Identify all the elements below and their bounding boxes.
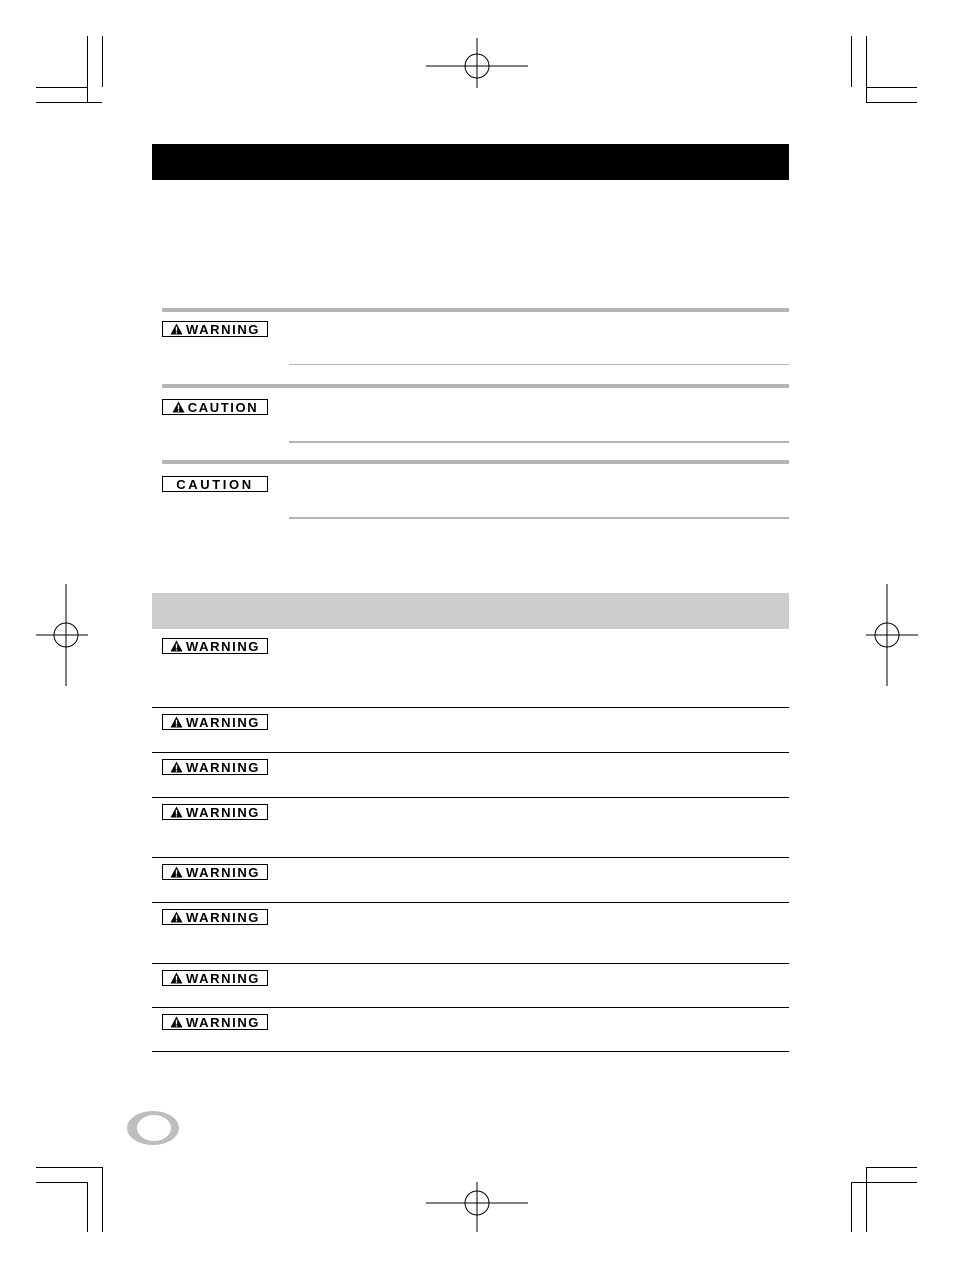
caution-label-plain <box>162 476 268 492</box>
crop-mark <box>866 36 867 102</box>
warning-label-text: WARNING <box>185 321 261 337</box>
warning-label-text: WARNING <box>185 759 261 775</box>
warning-triangle-icon <box>170 1016 183 1028</box>
warning-label-text: WARNING <box>185 970 261 986</box>
warning-triangle-icon <box>170 972 183 984</box>
crop-mark <box>87 1182 88 1232</box>
registration-mark-icon <box>426 38 528 88</box>
registration-mark-icon <box>36 584 88 686</box>
warning-label <box>162 714 268 730</box>
row-divider <box>152 857 789 858</box>
warning-label <box>162 638 268 654</box>
registration-mark-icon <box>866 584 918 686</box>
warning-triangle-icon <box>170 323 183 335</box>
warning-label <box>162 321 268 337</box>
caution-label-text: CAUTION <box>176 476 254 492</box>
crop-mark <box>36 87 87 88</box>
section-divider <box>162 308 789 312</box>
caution-label-text: CAUTION <box>187 399 259 415</box>
warning-label-text: WARNING <box>185 638 261 654</box>
section-divider <box>162 384 789 388</box>
crop-mark <box>866 102 917 103</box>
row-divider <box>289 517 789 519</box>
row-divider <box>289 364 789 365</box>
row-divider <box>152 963 789 964</box>
warning-label <box>162 1014 268 1030</box>
section-header-bar <box>152 593 789 629</box>
row-divider <box>289 441 789 443</box>
warning-label <box>162 804 268 820</box>
warning-label-text: WARNING <box>185 909 261 925</box>
warning-label <box>162 970 268 986</box>
warning-label-text: WARNING <box>185 1014 261 1030</box>
warning-triangle-icon <box>170 806 183 818</box>
warning-label-text: WARNING <box>185 714 261 730</box>
warning-label <box>162 759 268 775</box>
warning-triangle-icon <box>170 866 183 878</box>
warning-triangle-icon <box>170 640 183 652</box>
warning-label-text: WARNING <box>185 804 261 820</box>
row-divider <box>152 1051 789 1052</box>
section-divider <box>162 460 789 464</box>
row-divider <box>152 1007 789 1008</box>
crop-mark <box>102 36 103 87</box>
warning-triangle-icon <box>170 716 183 728</box>
warning-label-text: WARNING <box>185 864 261 880</box>
crop-mark <box>36 1167 102 1168</box>
page-title-bar <box>152 144 789 180</box>
caution-label <box>162 399 268 415</box>
page-number-badge-inner <box>137 1115 171 1141</box>
warning-label <box>162 909 268 925</box>
crop-mark <box>866 1167 917 1168</box>
crop-mark <box>36 102 102 103</box>
warning-triangle-icon <box>172 401 185 413</box>
row-divider <box>152 707 789 708</box>
row-divider <box>152 797 789 798</box>
crop-mark <box>87 36 88 102</box>
crop-mark <box>866 87 917 88</box>
crop-mark <box>851 1182 852 1232</box>
crop-mark <box>102 1167 103 1232</box>
crop-mark <box>851 36 852 87</box>
warning-label <box>162 864 268 880</box>
row-divider <box>152 752 789 753</box>
crop-mark <box>866 1167 867 1232</box>
crop-mark <box>36 1182 87 1183</box>
crop-mark <box>851 1182 917 1183</box>
registration-mark-icon <box>426 1182 528 1232</box>
row-divider <box>152 902 789 903</box>
warning-triangle-icon <box>170 761 183 773</box>
warning-triangle-icon <box>170 911 183 923</box>
